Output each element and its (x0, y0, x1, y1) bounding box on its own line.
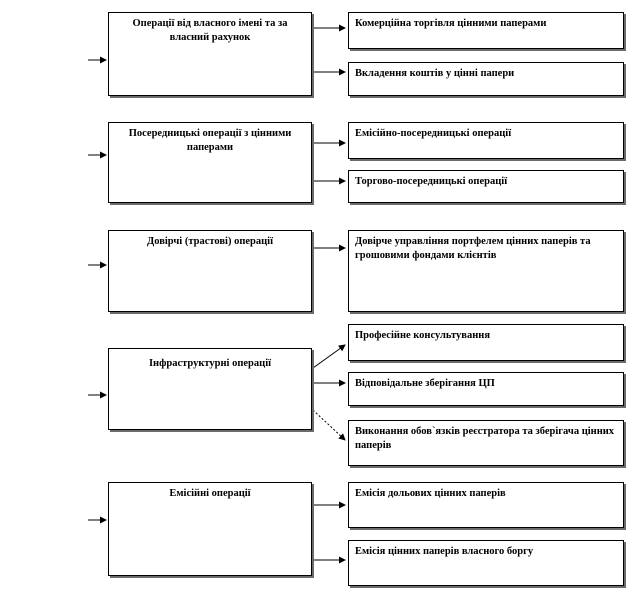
main-box-intermediary: Посередницькі операції з цінними паперами (108, 122, 312, 203)
main-box-own-account: Операції від власного імені та за власний рахунок (108, 12, 312, 96)
main-box-emission: Емісійні операції (108, 482, 312, 576)
arrow-infrastructure-to-item-1 (313, 345, 345, 368)
item-box-custody: Відповідальне зберігання ЦП (348, 372, 624, 406)
arrow-infrastructure-to-item-3 (313, 410, 345, 440)
item-box-trade-intermediary: Торгово-посередницькі операції (348, 170, 624, 203)
main-box-trust: Довірчі (трастові) операції (108, 230, 312, 312)
item-box-consulting: Професійне консультування (348, 324, 624, 361)
item-box-debt-emission: Емісія цінних паперів власного боргу (348, 540, 624, 586)
item-box-investment: Вкладення коштів у цінні папери (348, 62, 624, 96)
main-box-infrastructure: Інфраструктурні операції (108, 348, 312, 430)
item-box-trust-management: Довірче управління портфелем цінних паперів та грошовими фондами клієнтів (348, 230, 624, 312)
item-box-equity-emission: Емісія дольових цінних паперів (348, 482, 624, 528)
item-box-commercial-trade: Комерційна торгівля цінними паперами (348, 12, 624, 49)
item-box-registrar: Виконання обов`язків реєстратора та зберігача цінних паперів (348, 420, 624, 466)
item-box-emission-intermediary: Емісійно-посередницькі операції (348, 122, 624, 159)
